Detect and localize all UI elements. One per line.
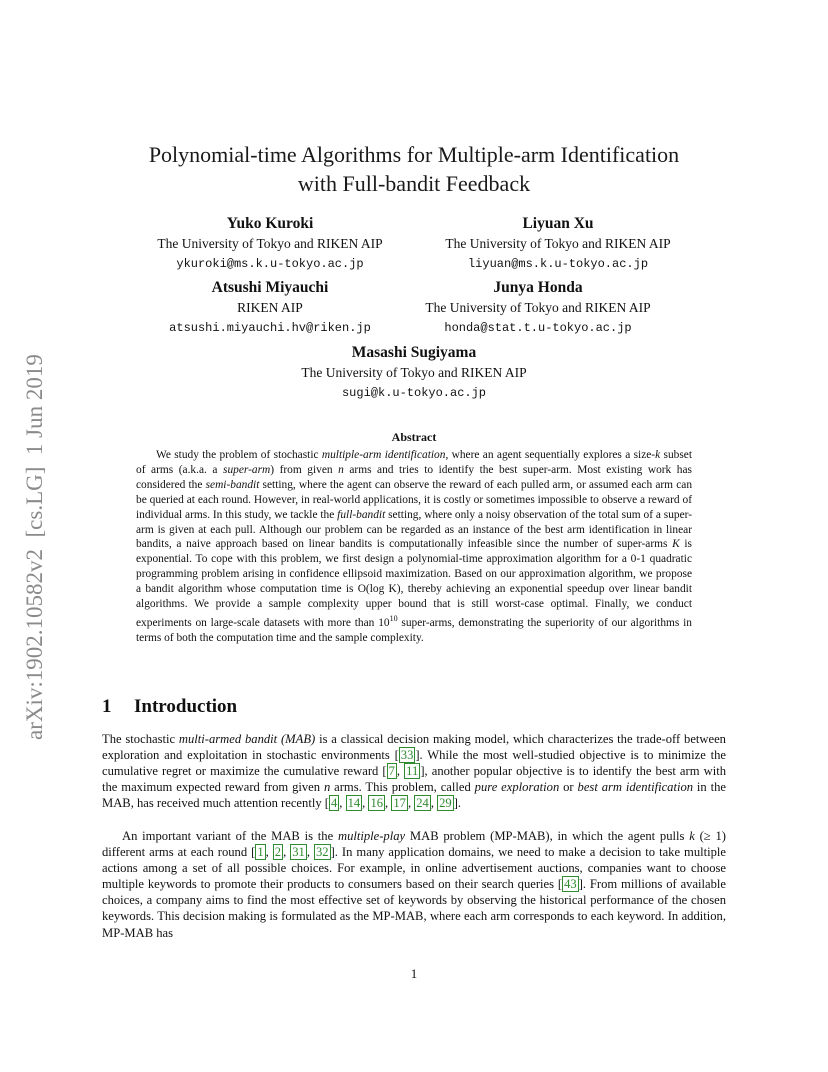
author-email[interactable]: honda@stat.t.u-tokyo.ac.jp (444, 321, 632, 335)
author-affiliation: The University of Tokyo and RIKEN AIP (157, 236, 383, 251)
abstract-heading: Abstract (391, 430, 437, 444)
citation-link[interactable]: 31 (292, 845, 305, 860)
author-block-2 (420, 214, 696, 274)
citation-link[interactable]: 17 (393, 796, 406, 811)
page-number: 1 (410, 966, 418, 981)
citation-link[interactable]: 7 (388, 764, 395, 779)
section-title: Introduction (134, 696, 238, 717)
intro-paragraph-2: An important variant of the MAB is the multiple-play MAB problem (MP-MAB), in which the agent pulls k (≥ 1) different arms at each round [ 1 , 2 , 31 , 32 ]. In many application domains, we need to make a decision to take multiple actions among a set of all possible choices. For example, in online advertisement auctions, companies want to choose multiple keywords to promote their products to consumers based on their search queries [ 43 ]. From millions of available choices, a company aims to find the most effective set of keywords by observing the historical performance of the chosen keywords. This decision making is formulated as the MP-MAB, where each arm corresponds to each keyword. In addition, MP-MAB has (102, 829, 727, 940)
citation-link[interactable]: 24 (416, 796, 429, 811)
arxiv-stamp-svg (12, 320, 52, 740)
author-email[interactable]: ykuroki@ms.k.u-tokyo.ac.jp (176, 257, 364, 271)
arxiv-stamp (12, 320, 52, 740)
author-email[interactable]: sugi@k.u-tokyo.ac.jp (341, 386, 487, 400)
intro-paragraph-1: The stochastic multi-armed bandit (MAB) is a classical decision making model, which characterizes the trade-off between exploration and exploitation in stochastic environments [ 33 ]. While the most well-studied objective is to minimize the cumulative regret or maximize the cumulative reward [ 7 , 11 ], another popular objective is to identify the best arm with the maximum expected reward from given n arms. This problem, called pure exploration or best arm identification in the MAB, has received much attention recently [ 4 , 14 , 16 , 17 , 24 , 29 ]. (102, 732, 727, 811)
citation-link[interactable]: 16 (370, 796, 384, 811)
author-block-5 (276, 343, 552, 403)
author-name: Junya Honda (493, 279, 583, 296)
citation-link[interactable]: 2 (274, 845, 282, 860)
section-number: 1 (102, 696, 112, 717)
author-block-3 (132, 278, 408, 338)
author-name: Yuko Kuroki (226, 215, 314, 232)
citation-link[interactable]: 43 (564, 877, 577, 892)
author-email[interactable]: liyuan@ms.k.u-tokyo.ac.jp (467, 257, 649, 271)
section-heading (102, 696, 237, 718)
title-line-2: with Full-bandit Feedback (297, 171, 531, 196)
citation-link[interactable]: 14 (347, 796, 361, 811)
citation-link[interactable]: 11 (406, 764, 419, 779)
arxiv-id: arXiv:1902.10582v2 [cs.LG] 1 Jun 2019 (22, 354, 47, 740)
citation-link[interactable]: 4 (330, 796, 338, 811)
citation-link[interactable]: 1 (257, 845, 264, 860)
paper-title (102, 140, 726, 198)
citation-link[interactable]: 32 (316, 845, 329, 860)
author-affiliation: The University of Tokyo and RIKEN AIP (301, 365, 527, 380)
author-block-1 (132, 214, 408, 274)
author-name: Liyuan Xu (522, 215, 594, 232)
abstract-text: We study the problem of stochastic multiple-arm identification, where an agent sequentially explores a size-k subset of arms (a.k.a. a super-arm) from given n arms and tries to identify the best super-arm. Most existing work has considered the semi-bandit setting, where the agent can observe the reward of each pulled arm, or assumed each arm can be queried at each round. However, in real-world applications, it is costly or sometimes impossible to observe a reward of individual arms. In this study, we tackle the full-bandit setting, where only a noisy observation of the total sum of a super-arm is given at each pull. Although our problem can be regarded as an instance of the best arm identification in linear bandits, a naive approach based on linear bandits is computationally infeasible since the number of super-arms K is exponential. To cope with this problem, we first design a polynomial-time approximation algorithm for a 0-1 quadratic programming problem arising in confidence ellipsoid maximization. Based on our approximation algorithm, we propose a bandit algorithm whose computation time is O(log K), thereby achieving an exponential speedup over linear bandit algorithms. We provide a sample complexity upper bound that is still worst-case optimal. Finally, we conduct experiments on large-scale datasets with more than $10^{10}$ super-arms, demonstrating the superiority of our algorithms in terms of both the computation time and the sample complexity. (136, 449, 693, 644)
citation-link[interactable]: 33 (400, 748, 414, 763)
author-email[interactable]: atsushi.miyauchi.hv@riken.jp (169, 321, 371, 335)
title-line-1: Polynomial-time Algorithms for Multiple-arm Identification (148, 142, 680, 167)
author-name: Atsushi Miyauchi (211, 279, 329, 296)
citation-link[interactable]: 29 (439, 796, 452, 811)
author-affiliation: RIKEN AIP (237, 300, 303, 315)
author-name: Masashi Sugiyama (351, 344, 477, 361)
author-block-4 (400, 278, 676, 338)
author-affiliation: The University of Tokyo and RIKEN AIP (445, 236, 671, 251)
author-affiliation: The University of Tokyo and RIKEN AIP (425, 300, 651, 315)
